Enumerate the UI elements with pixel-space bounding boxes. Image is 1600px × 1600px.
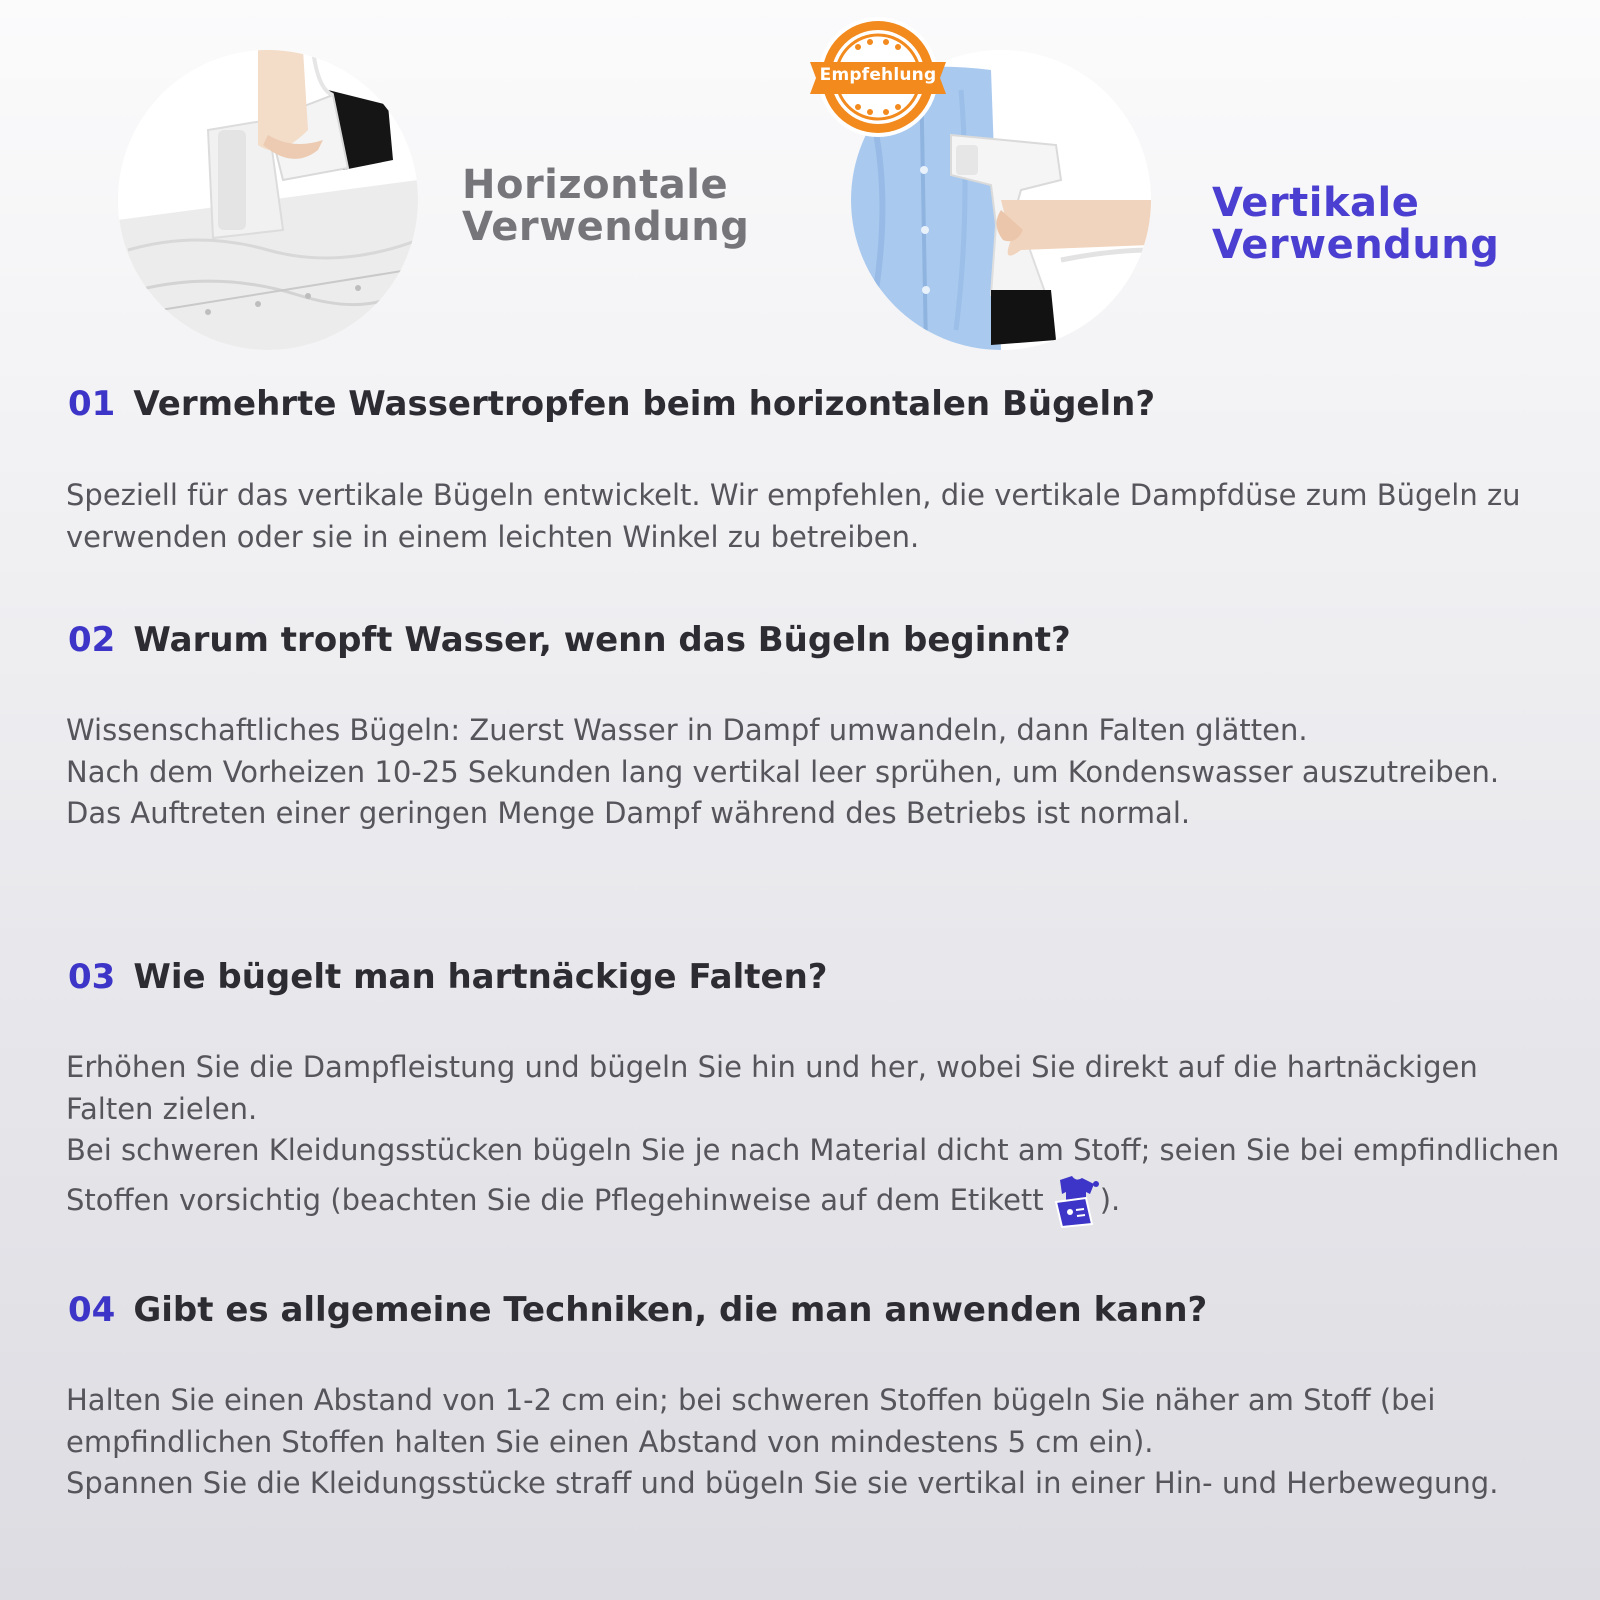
faq-answer-3-line-2 bbox=[66, 1130, 1566, 1228]
care-label-icon bbox=[1046, 1172, 1104, 1228]
faq-answer-4-line-1: Halten Sie einen Abstand von 1-2 cm ein; bei schweren Stoffen bügeln Sie näher am Stoff (bei empfindlichen Stoffen halten Sie einen Abstand von mindestens 5 cm ein). bbox=[66, 1383, 1436, 1459]
faq-question-4 bbox=[68, 1290, 1568, 1330]
hand-steamer-on-white-shirt-icon bbox=[118, 50, 418, 350]
faq-question-text-2: Warum tropft Wasser, wenn das Bügeln beginnt? bbox=[133, 620, 1071, 660]
faq-answer-3 bbox=[66, 1047, 1566, 1228]
faq-answer-3-closing: ). bbox=[1099, 1182, 1121, 1217]
faq-question-text-4: Gibt es allgemeine Techniken, die man anwenden kann? bbox=[133, 1290, 1208, 1330]
faq-answer-2-line-1: Wissenschaftliches Bügeln: Zuerst Wasser in Dampf umwandeln, dann Falten glätten. bbox=[66, 713, 1308, 747]
faq-answer-2-line-2: Nach dem Vorheizen 10-25 Sekunden lang vertikal leer sprühen, um Kondenswasser auszutreiben. bbox=[66, 754, 1500, 789]
faq-answer-3-line-1: Erhöhen Sie die Dampfleistung und bügeln Sie hin und her, wobei Sie direkt auf die hartnäckigen Falten zielen. bbox=[66, 1050, 1478, 1126]
recommendation-badge-text: Empfehlung bbox=[819, 65, 937, 85]
horizontal-usage-photo bbox=[118, 50, 418, 350]
faq-number-3: 03 bbox=[68, 957, 116, 997]
horizontal-usage-line1: Horizontale bbox=[462, 162, 729, 208]
faq-question-3 bbox=[68, 957, 1568, 997]
vertical-usage-label bbox=[1212, 182, 1499, 266]
faq-question-text-3: Wie bügelt man hartnäckige Falten? bbox=[133, 957, 828, 997]
faq-answer-4 bbox=[66, 1380, 1566, 1505]
faq-number-2: 02 bbox=[68, 620, 116, 660]
faq-answer-1-line-1: Speziell für das vertikale Bügeln entwickelt. Wir empfehlen, die vertikale Dampfdüse zum Bügeln zu verwenden oder sie in einem leichten Winkel zu betreiben. bbox=[66, 478, 1521, 554]
faq-number-4: 04 bbox=[68, 1290, 116, 1330]
faq-answer-2 bbox=[66, 710, 1566, 835]
horizontal-usage-line2: Verwendung bbox=[462, 204, 750, 250]
faq-answer-1 bbox=[66, 475, 1566, 558]
faq-question-1 bbox=[68, 384, 1568, 424]
faq-answer-3-tail: Bei schweren Kleidungsstücken bügeln Sie je nach Material dicht am Stoff; seien Sie bei empfindlichen Stoffen vorsichtig (beachten Sie die Pflegehinweise auf dem Etikett bbox=[66, 1133, 1560, 1217]
vertical-usage-line2: Verwendung bbox=[1212, 222, 1500, 268]
faq-question-2 bbox=[68, 620, 1568, 660]
recommendation-badge bbox=[808, 12, 948, 142]
faq-number-1: 01 bbox=[68, 384, 116, 424]
faq-question-text-1: Vermehrte Wassertropfen beim horizontalen Bügeln? bbox=[133, 384, 1156, 424]
vertical-usage-line1: Vertikale bbox=[1212, 180, 1420, 226]
horizontal-usage-label bbox=[462, 164, 749, 248]
faq-answer-2-line-3: Das Auftreten einer geringen Menge Dampf während des Betriebs ist normal. bbox=[66, 796, 1191, 830]
faq-answer-4-line-2: Spannen Sie die Kleidungsstücke straff und bügeln Sie sie vertikal in einer Hin- und Herbewegung. bbox=[66, 1466, 1499, 1500]
